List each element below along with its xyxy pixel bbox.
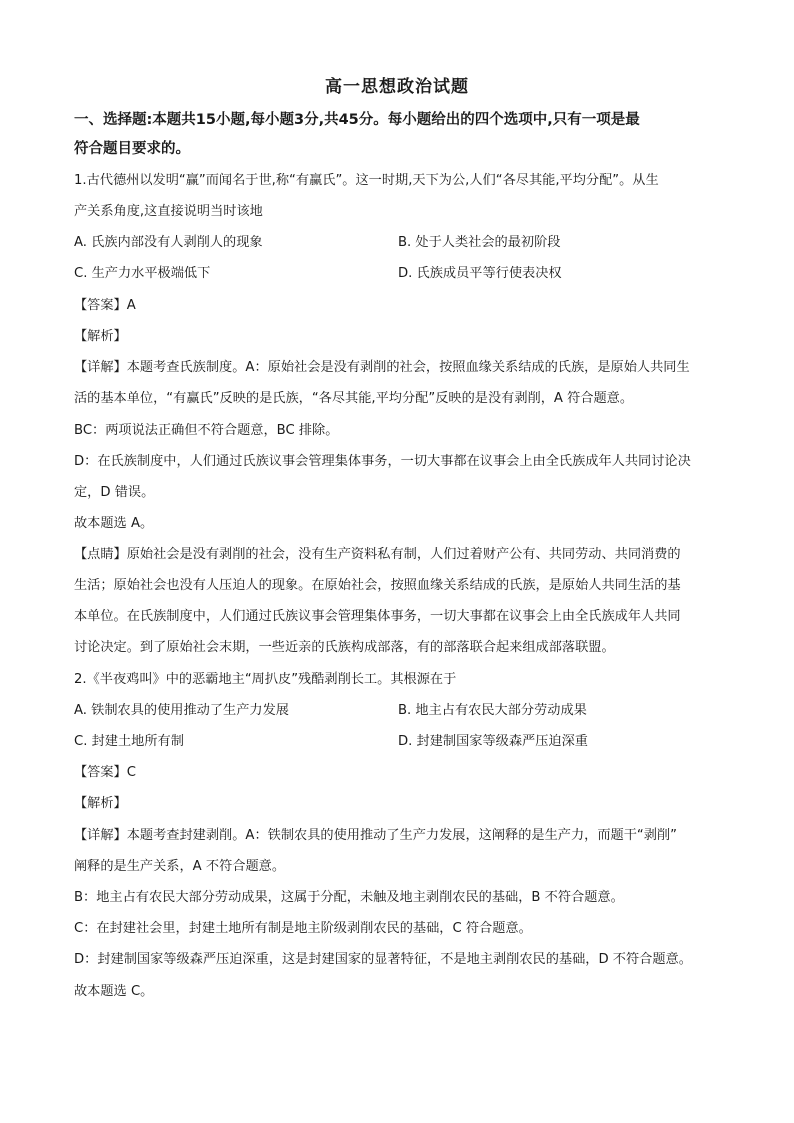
option-a: A. 铁制农具的使用推动了生产力发展 <box>74 703 289 718</box>
question-stem: 1.古代德州以发明“赢”而闻名于世,称“有赢氏”。这一时期,天下为公,人们“各尽其能,平均分配”。从生 <box>74 173 659 188</box>
tip-text: 本单位。在氏族制度中，人们通过氏族议事会管理集体事务，一切大事都在议事会上由全氏族成年人共同 <box>74 609 681 624</box>
answer-label: 【答案】A <box>74 298 136 313</box>
detail-text: 活的基本单位，“有赢氏”反映的是氏族，“各尽其能,平均分配”反映的是没有剥削，A 符合题意。 <box>74 391 634 406</box>
detail-text: D：封建制国家等级森严压迫深重，这是封建国家的显著特征，不是地主剥削农民的基础，D 不符合题意。 <box>74 952 692 967</box>
option-d: D. 氏族成员平等行使表决权 <box>398 266 562 281</box>
analysis-label: 【解析】 <box>74 796 127 811</box>
section-heading <box>74 106 734 164</box>
option-a: A. 氏族内部没有人剥削人的现象 <box>74 235 263 250</box>
option-b: B. 地主占有农民大部分劳动成果 <box>398 703 587 718</box>
tip-text: 【点睛】原始社会是没有剥削的社会，没有生产资料私有制，人们过着财产公有、共同劳动、共同消费的 <box>74 547 681 562</box>
option-c: C. 生产力水平极端低下 <box>74 266 211 281</box>
detail-text: BC：两项说法正确但不符合题意，BC 排除。 <box>74 423 339 438</box>
conclusion-text: 故本题选 C。 <box>74 984 154 999</box>
section-heading-line: 符合题目要求的。 <box>74 141 190 157</box>
section-heading-line: 一、选择题:本题共15小题,每小题3分,共45分。每小题给出的四个选项中,只有一项是最 <box>74 112 640 128</box>
option-b: B. 处于人类社会的最初阶段 <box>398 235 561 250</box>
page-title: 高一思想政治试题 <box>325 77 469 97</box>
answer-label: 【答案】C <box>74 765 136 780</box>
detail-text: B：地主占有农民大部分劳动成果，这属于分配，未触及地主剥削农民的基础，B 不符合题意。 <box>74 890 624 905</box>
option-d: D. 封建制国家等级森严压迫深重 <box>398 734 588 749</box>
option-c: C. 封建土地所有制 <box>74 734 184 749</box>
detail-text: D：在氏族制度中，人们通过氏族议事会管理集体事务，一切大事都在议事会上由全氏族成年人共同讨论决 <box>74 454 691 469</box>
detail-text: 阐释的是生产关系，A 不符合题意。 <box>74 859 286 874</box>
detail-text: 【详解】本题考查封建剥削。A：铁制农具的使用推动了生产力发展，这阐释的是生产力，而题干“剥削” <box>74 828 677 843</box>
tip-text: 生活；原始社会也没有人压迫人的现象。在原始社会，按照血缘关系结成的氏族，是原始人共同生活的基 <box>74 578 681 593</box>
detail-text: 定，D 错误。 <box>74 485 155 500</box>
question-stem: 2.《半夜鸡叫》中的恶霸地主“周扒皮”残酷剥削长工。其根源在于 <box>74 672 457 687</box>
tip-text: 讨论决定。到了原始社会末期，一些近亲的氏族构成部落，有的部落联合起来组成部落联盟。 <box>74 640 615 655</box>
detail-text: 【详解】本题考查氏族制度。A：原始社会是没有剥削的社会，按照血缘关系结成的氏族，是原始人共同生 <box>74 360 690 375</box>
question-stem: 产关系角度,这直接说明当时该地 <box>74 204 263 219</box>
detail-text: C：在封建社会里，封建土地所有制是地主阶级剥削农民的基础，C 符合题意。 <box>74 921 532 936</box>
conclusion-text: 故本题选 A。 <box>74 516 154 531</box>
analysis-label: 【解析】 <box>74 329 127 344</box>
